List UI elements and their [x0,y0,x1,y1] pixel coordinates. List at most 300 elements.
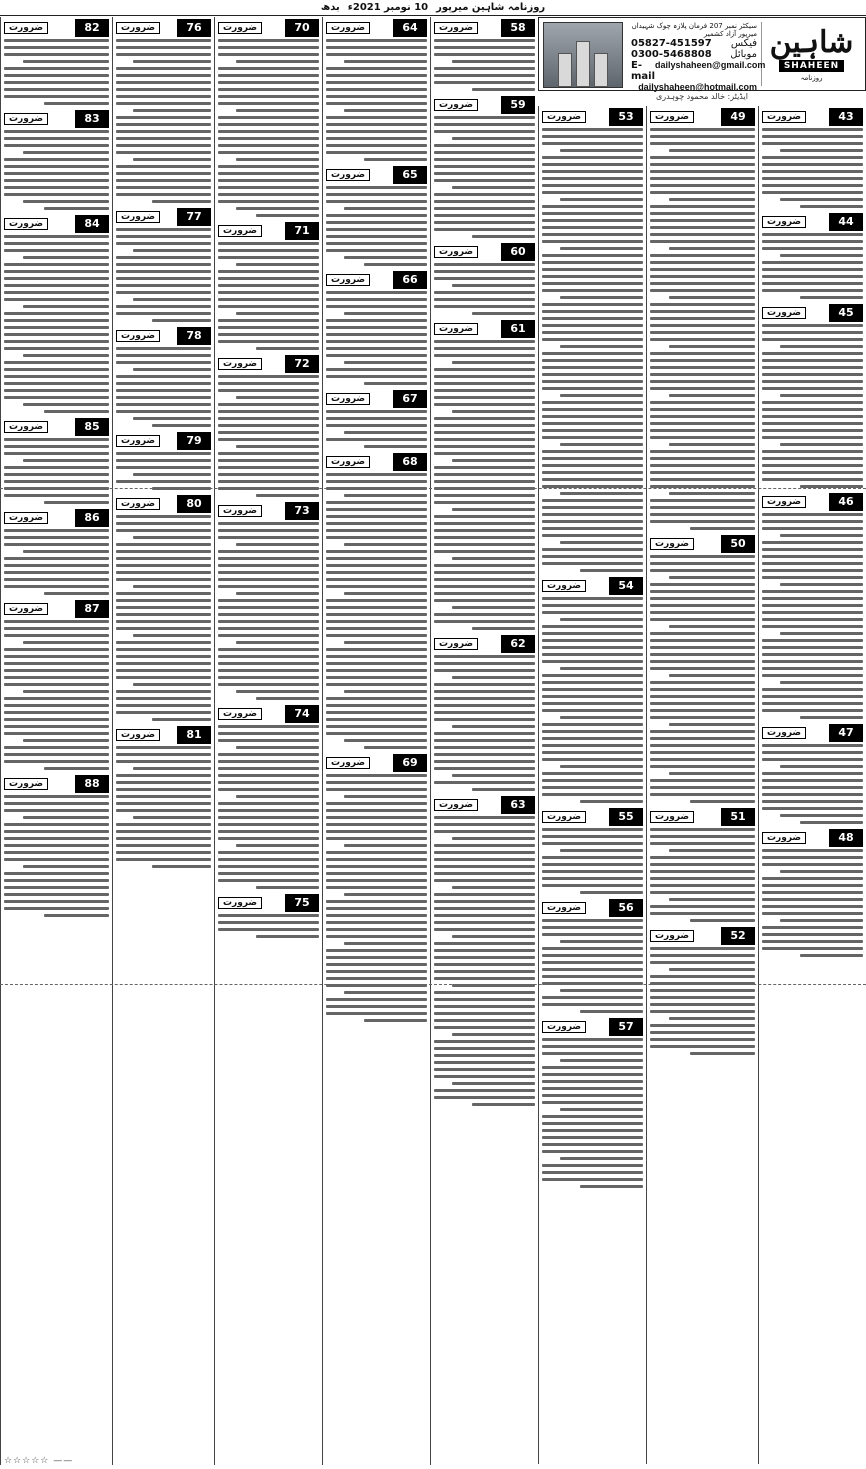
text-line [434,382,535,385]
text-line [542,1101,643,1104]
text-line [762,268,863,271]
text-line [116,760,211,763]
text-line [650,1003,755,1006]
text-line [434,900,535,903]
text-line [580,891,643,894]
text-line [434,977,535,980]
ad-tag: ضرورت [762,307,806,319]
text-line [218,760,319,763]
text-line [452,676,535,679]
text-line [4,39,109,42]
text-line [116,144,211,147]
newspaper-logo [761,22,861,86]
text-line [4,172,109,175]
ad-header [650,806,755,828]
text-line [650,793,755,796]
text-line [236,746,319,749]
ad-body-text [4,235,109,413]
text-line [542,478,643,481]
text-line [472,235,535,238]
masthead [538,17,866,91]
text-line [669,576,755,579]
text-line [218,130,319,133]
text-line [762,667,863,670]
text-line [650,765,755,768]
text-line [542,156,643,159]
text-line [434,165,535,168]
text-line [542,163,643,166]
text-line [650,275,755,278]
text-line [326,228,427,231]
text-line [4,291,109,294]
text-line [762,807,863,810]
ad-tag: ضرورت [542,902,586,914]
text-line [452,1033,535,1036]
text-line [4,137,109,140]
ad-number: 82 [75,19,109,37]
text-line [326,46,427,49]
text-line [364,263,427,266]
text-line [218,333,319,336]
ad-header [434,633,535,655]
text-line [452,284,535,287]
text-line [116,228,211,231]
text-line [650,163,755,166]
classified-ad [4,416,109,504]
text-line [434,669,535,672]
ad-header [4,416,109,438]
text-line [542,408,643,411]
text-line [650,415,755,418]
text-line [780,345,863,348]
text-line [4,585,109,588]
monument-tower-icon [594,53,608,87]
ad-tag: ضرورت [326,393,370,405]
text-line [434,494,535,497]
text-line [434,529,535,532]
text-line [542,1052,643,1055]
classified-ad [116,430,211,490]
text-line [133,536,211,539]
text-line [434,172,535,175]
text-line [23,200,109,203]
text-line [800,821,863,824]
text-line [434,130,535,133]
text-line [326,830,427,833]
text-line [762,611,863,614]
text-line [218,305,319,308]
text-line [133,683,211,686]
text-line [4,669,109,672]
text-line [542,870,643,873]
text-line [326,907,427,910]
text-line [434,46,535,49]
text-line [4,298,109,301]
ad-tag: ضرورت [4,218,48,230]
ad-body-text [762,128,863,208]
text-line [116,522,211,525]
text-line [542,387,643,390]
text-line [434,963,535,966]
text-line [762,891,863,894]
text-line [434,438,535,441]
text-line [542,611,643,614]
text-line [236,543,319,546]
text-line [542,653,643,656]
text-line [542,1094,643,1097]
ad-number: 60 [501,243,535,261]
text-line [650,583,755,586]
mobile-row [631,49,757,60]
ad-body-text [4,795,109,917]
ad-body-text [434,39,535,91]
text-line [650,989,755,992]
text-line [650,891,755,894]
text-line [326,718,427,721]
text-line [218,375,319,378]
text-line [434,760,535,763]
text-line [434,1068,535,1071]
text-line [236,60,319,63]
text-line [650,1010,755,1013]
text-line [542,142,643,145]
text-line [44,102,109,105]
text-line [218,186,319,189]
text-line [762,478,863,481]
text-line [218,438,319,441]
ad-body-text [218,242,319,350]
text-line [434,536,535,539]
text-line [542,548,643,551]
text-line [326,921,427,924]
text-line [218,340,319,343]
ad-body-text [434,116,535,238]
ad-body-text [4,620,109,770]
text-line [762,450,863,453]
text-line [326,39,427,42]
text-line [4,95,109,98]
text-line [4,900,109,903]
text-line [116,137,211,140]
text-line [434,417,535,420]
text-line [218,249,319,252]
text-line [542,429,643,432]
text-line [542,772,643,775]
address-line [631,22,757,38]
ad-header [116,430,211,452]
text-line [256,347,319,350]
text-line [690,800,755,803]
text-line [326,627,427,630]
text-line [650,457,755,460]
text-line [4,802,109,805]
text-line [434,354,535,357]
ad-header [434,318,535,340]
text-line [326,151,427,154]
ad-tag: ضرورت [116,498,160,510]
text-line [326,634,427,637]
text-line [452,557,535,560]
ad-header [542,1016,643,1038]
text-line [542,464,643,467]
text-line [542,331,643,334]
text-line [4,872,109,875]
text-line [116,746,211,749]
ad-header [4,507,109,529]
text-line [116,151,211,154]
text-line [326,977,427,980]
ad-body-text [326,186,427,266]
text-line [669,625,755,628]
text-line [650,702,755,705]
ad-body-text [542,828,643,894]
text-line [344,109,427,112]
ad-number: 76 [177,19,211,37]
classified-ad [4,108,109,210]
ad-header [4,773,109,795]
text-line [762,282,863,285]
text-line [762,772,863,775]
text-line [472,1103,535,1106]
text-line [542,401,643,404]
text-line [762,380,863,383]
text-line [762,142,863,145]
text-line [4,620,109,623]
ad-tag: ضرورت [4,778,48,790]
text-line [116,557,211,560]
text-line [434,942,535,945]
text-line [116,116,211,119]
text-line [326,375,427,378]
text-line [4,193,109,196]
text-line [434,655,535,658]
text-line [218,914,319,917]
text-line [762,135,863,138]
text-line [542,338,643,341]
text-line [4,837,109,840]
text-line [762,898,863,901]
text-line [650,324,755,327]
text-line [542,226,643,229]
text-line [650,499,755,502]
text-line [218,81,319,84]
text-line [218,851,319,854]
text-line [326,809,427,812]
classified-ad [650,806,755,922]
text-line [650,632,755,635]
text-line [650,282,755,285]
text-line [650,261,755,264]
text-line [326,480,427,483]
text-line [4,438,109,441]
text-line [472,88,535,91]
ad-tag: ضرورت [116,211,160,223]
text-line [542,842,643,845]
text-line [780,870,863,873]
text-line [542,681,643,684]
text-line [218,928,319,931]
text-line [762,926,863,929]
text-line [650,317,755,320]
ad-body-text [434,655,535,791]
text-line [326,298,427,301]
text-line [542,604,643,607]
text-line [326,655,427,658]
text-line [542,695,643,698]
text-line [218,872,319,875]
ad-header [116,493,211,515]
ad-tag: ضرورت [542,580,586,592]
text-line [116,823,211,826]
ad-number: 81 [177,726,211,744]
text-line [542,1003,643,1006]
ad-tag: ضرورت [542,111,586,123]
text-line [326,599,427,602]
text-line [116,781,211,784]
text-line [542,1178,643,1181]
text-line [116,242,211,245]
fax-row [631,38,757,49]
text-line [650,996,755,999]
text-line [344,991,427,994]
ad-tag: ضرورت [434,799,478,811]
mobile-number: 0300-5468808 [631,49,712,60]
text-line [4,823,109,826]
text-line [218,522,319,525]
text-line [762,695,863,698]
text-line [434,564,535,567]
ad-tag: ضرورت [116,435,160,447]
ad-number: 47 [829,724,863,742]
text-line [434,599,535,602]
text-line [4,165,109,168]
text-line [4,326,109,329]
text-line [650,205,755,208]
ad-tag: ضرورت [218,358,262,370]
classified-ad [218,17,319,217]
text-line [669,492,755,495]
text-line [650,506,755,509]
text-line [650,1024,755,1027]
text-line [542,660,643,663]
text-line [218,95,319,98]
ad-header [326,164,427,186]
text-line [116,830,211,833]
text-line [116,704,211,707]
text-line [326,662,427,665]
ad-number: 84 [75,215,109,233]
text-line [434,53,535,56]
text-line [762,275,863,278]
text-line [116,613,211,616]
text-line [116,648,211,651]
text-line [4,144,109,147]
text-line [650,751,755,754]
text-line [650,338,755,341]
text-line [650,786,755,789]
text-line [326,424,427,427]
text-line [344,795,427,798]
text-line [218,102,319,105]
text-line [326,564,427,567]
text-line [434,1026,535,1029]
text-line [326,711,427,714]
text-line [762,856,863,859]
text-line [762,597,863,600]
text-line [326,417,427,420]
text-line [650,226,755,229]
text-line [326,1012,427,1015]
text-line [542,793,643,796]
text-line [434,949,535,952]
text-line [669,968,755,971]
text-line [116,543,211,546]
text-line [152,424,211,427]
text-line [780,534,863,537]
text-line [434,732,535,735]
ad-number: 58 [501,19,535,37]
text-line [116,662,211,665]
text-line [218,767,319,770]
text-line [542,688,643,691]
text-line [762,555,863,558]
text-line [452,60,535,63]
text-line [434,214,535,217]
text-line [560,1157,643,1160]
text-line [669,247,755,250]
text-line [218,39,319,42]
ad-number: 79 [177,432,211,450]
text-line [4,333,109,336]
text-line [326,872,427,875]
text-line [326,74,427,77]
text-line [542,835,643,838]
ad-body-text [4,529,109,595]
text-line [116,74,211,77]
text-line [4,466,109,469]
classified-column [538,106,646,1464]
ad-body-text [326,473,427,749]
text-line [4,809,109,812]
text-line [326,823,427,826]
text-line [762,639,863,642]
ad-number: 44 [829,213,863,231]
text-line [218,116,319,119]
ad-header [4,108,109,130]
classified-ad [542,575,643,803]
text-line [542,324,643,327]
text-line [669,394,755,397]
text-line [326,186,427,189]
date-strip [0,0,866,16]
ad-tag: ضرورت [762,216,806,228]
text-line [4,844,109,847]
text-line [542,128,643,131]
text-line [434,452,535,455]
ad-tag: ضرورت [762,111,806,123]
text-line [762,751,863,754]
section-rule [0,984,866,985]
text-line [4,711,109,714]
text-line [762,429,863,432]
text-line [326,732,427,735]
text-line [4,683,109,686]
text-line [218,865,319,868]
text-line [800,296,863,299]
text-line [44,767,109,770]
ad-tag: ضرورت [218,708,262,720]
text-line [4,389,109,392]
